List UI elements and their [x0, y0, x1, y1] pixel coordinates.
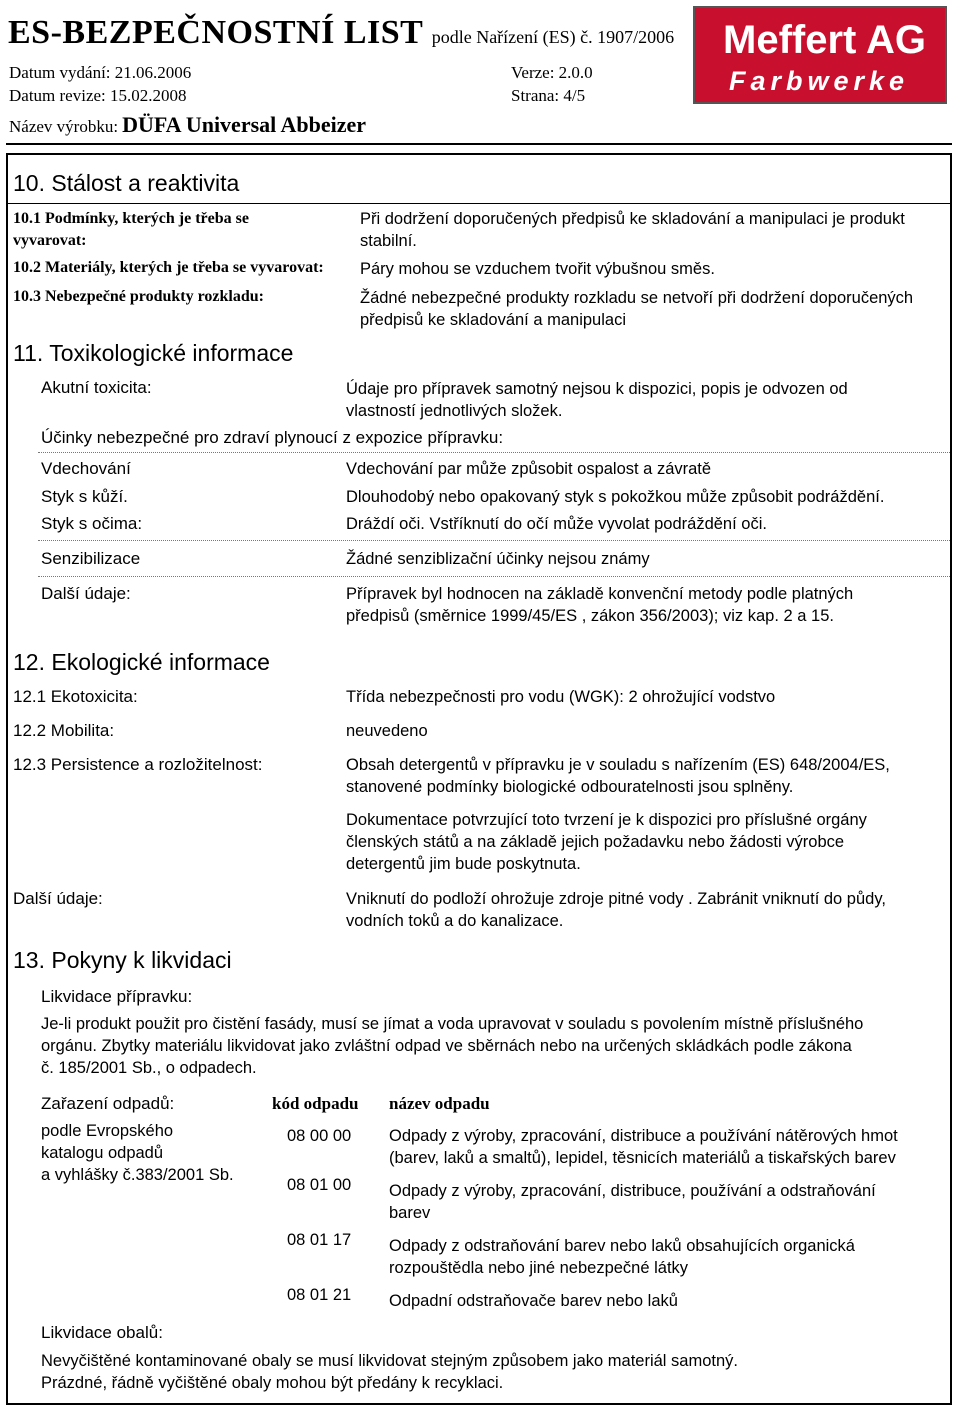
s12-mobility-text: neuvedeno: [346, 722, 428, 740]
header-divider: [6, 143, 952, 145]
section-13-title: 13. Pokyny k likvidaci: [13, 947, 232, 973]
s11-sensitization-text: Žádné senziblizační účinky nejsou známy: [346, 550, 650, 568]
s12-other-text: Vniknutí do podloží ohrožuje zdroje pitné vody . Zabránit vniknutí do půdy, vodních toků a do kanalizace.: [346, 890, 886, 930]
s11-skin-text: Dlouhodobý nebo opakovaný styk s pokožkou může způsobit podráždění.: [346, 488, 885, 506]
s11-sensitization-label: Senzibilizace: [41, 549, 141, 568]
s12-ecotoxicity-label: 12.1 Ekotoxicita:: [13, 687, 138, 706]
page-number: Strana: 4/5: [511, 86, 586, 105]
s12-mobility-label: 12.2 Mobilita:: [13, 721, 115, 740]
product-label: Název výrobku:: [9, 117, 119, 136]
company-logo: [693, 6, 947, 104]
s10-materials-label: 10.2 Materiály, kterých je třeba se vyvarovat:: [13, 259, 324, 276]
s11-skin-label: Styk s kůží.: [41, 487, 128, 506]
s11-divider: [38, 540, 950, 541]
s11-effects-heading: Účinky nebezpečné pro zdraví plynoucí z expozice přípravku:: [41, 428, 504, 447]
waste-code: 08 01 17: [287, 1231, 352, 1249]
s11-acute-label: Akutní toxicita:: [41, 378, 152, 397]
s11-other-text: Přípravek byl hodnocen na základě konvenční metody podle platných předpisů (směrnice 1999/45/ES , zákon 356/2003); viz kap. 2 a 15.: [346, 585, 854, 625]
document-title-main: ES-BEZPEČNOSTNÍ LIST: [8, 14, 423, 51]
s10-decomposition-label: 10.3 Nebezpečné produkty rozkladu:: [13, 288, 264, 305]
s12-persistence-text: Obsah detergentů v přípravku je v souladu s nařízením (ES) 648/2004/ES, stanovené podmínky biologické odbouratelnosti jsou splněny.: [346, 756, 890, 796]
waste-code: 08 01 21: [287, 1286, 352, 1304]
s11-eye-text: Dráždí oči. Vstříknutí do očí může vyvolat podráždění oči.: [346, 515, 767, 533]
waste-code: 08 00 00: [287, 1127, 352, 1145]
s12-ecotoxicity-text: Třída nebezpečnosti pro vodu (WGK): 2 ohrožující vodstvo: [346, 688, 776, 706]
waste-code-header: kód odpadu: [272, 1094, 359, 1113]
waste-name: Odpady z výroby, zpracování, distribuce a používání nátěrových hmot (barev, laků a smaltů), lepidel, těsnicích materiálů a tiskařských barev: [389, 1127, 898, 1167]
section-11-title: 11. Toxikologické informace: [13, 340, 294, 366]
s13-classification-text: podle Evropského katalogu odpadů a vyhlášky č.383/2001 Sb.: [41, 1122, 234, 1184]
waste-name-header: název odpadu: [389, 1094, 490, 1113]
s11-eye-label: Styk s očima:: [41, 514, 143, 533]
s10-decomposition-text: Žádné nebezpečné produkty rozkladu se netvoří při dodržení doporučených předpisů ke skladování a manipulaci: [360, 289, 914, 329]
s10-conditions-text: Při dodržení doporučených předpisů ke skladování a manipulaci je produkt stabilní.: [360, 210, 905, 250]
section-10-rule: [8, 203, 950, 204]
s13-classification-label: Zařazení odpadů:: [41, 1094, 175, 1113]
s11-inhalation-text: Vdechování par může způsobit ospalost a závratě: [346, 460, 712, 478]
logo-subtitle: Farbwerke: [729, 66, 910, 96]
s11-acute-text: Údaje pro přípravek samotný nejsou k dispozici, popis je odvozen od vlastností jednotlivých složek.: [346, 380, 848, 420]
s10-materials-text: Páry mohou se vzduchem tvořit výbušnou směs.: [360, 260, 715, 278]
section-10-title: 10. Stálost a reaktivita: [13, 170, 240, 196]
s11-divider: [38, 452, 950, 453]
s13-preparation-text: Je-li produkt použit pro čistění fasády, musí se jímat a voda upravovat v souladu s povolením místně příslušného orgánu. Zbytky materiálu likvidovat jako zvláštní odpad ve sběrnách nebo na určených skládkách podle zákona č. 185/2001 Sb., o odpadech.: [41, 1015, 864, 1077]
s11-other-label: Další údaje:: [41, 584, 131, 603]
s13-packaging-label: Likvidace obalů:: [41, 1323, 163, 1342]
s13-preparation-label: Likvidace přípravku:: [41, 987, 193, 1006]
s13-packaging-text: Nevyčištěné kontaminované obaly se musí likvidovat stejným způsobem jako materiál samotný. Prázdné, řádně vyčištěné obaly mohou být předány k recyklaci.: [41, 1352, 738, 1392]
issue-date: Datum vydání: 21.06.2006: [9, 63, 192, 82]
section-12-title: 12. Ekologické informace: [13, 649, 270, 675]
version: Verze: 2.0.0: [511, 63, 593, 82]
product-row: [9, 112, 366, 138]
s11-inhalation-label: Vdechování: [41, 459, 131, 478]
waste-code: 08 01 00: [287, 1176, 352, 1194]
product-name: DÜFA Universal Abbeizer: [122, 112, 367, 137]
s12-persistence-text-2: Dokumentace potvrzující toto tvrzení je k dispozici pro příslušné orgány členských států a na základě jejich požadavku nebo žádosti výrobce detergentů jim bude poskytnuta.: [346, 811, 867, 873]
waste-name: Odpady z odstraňování barev nebo laků obsahujících organická rozpouštědla nebo jiné nebezpečné látky: [389, 1237, 855, 1277]
s10-conditions-label: 10.1 Podmínky, kterých je třeba se vyvarovat:: [13, 210, 249, 249]
s12-persistence-label: 12.3 Persistence a rozložitelnost:: [13, 755, 263, 774]
logo-company-name: Meffert AG: [723, 18, 926, 62]
regulation-reference: podle Nařízení (ES) č. 1907/2006: [431, 27, 675, 47]
revision-date: Datum revize: 15.02.2008: [9, 86, 187, 105]
s12-other-label: Další údaje:: [13, 889, 103, 908]
waste-name: Odpadní odstraňovače barev nebo laků: [389, 1292, 678, 1310]
document-title: [8, 14, 674, 52]
s11-divider: [38, 576, 950, 577]
waste-name: Odpady z výroby, zpracování, distribuce, používání a odstraňování barev: [389, 1182, 876, 1222]
